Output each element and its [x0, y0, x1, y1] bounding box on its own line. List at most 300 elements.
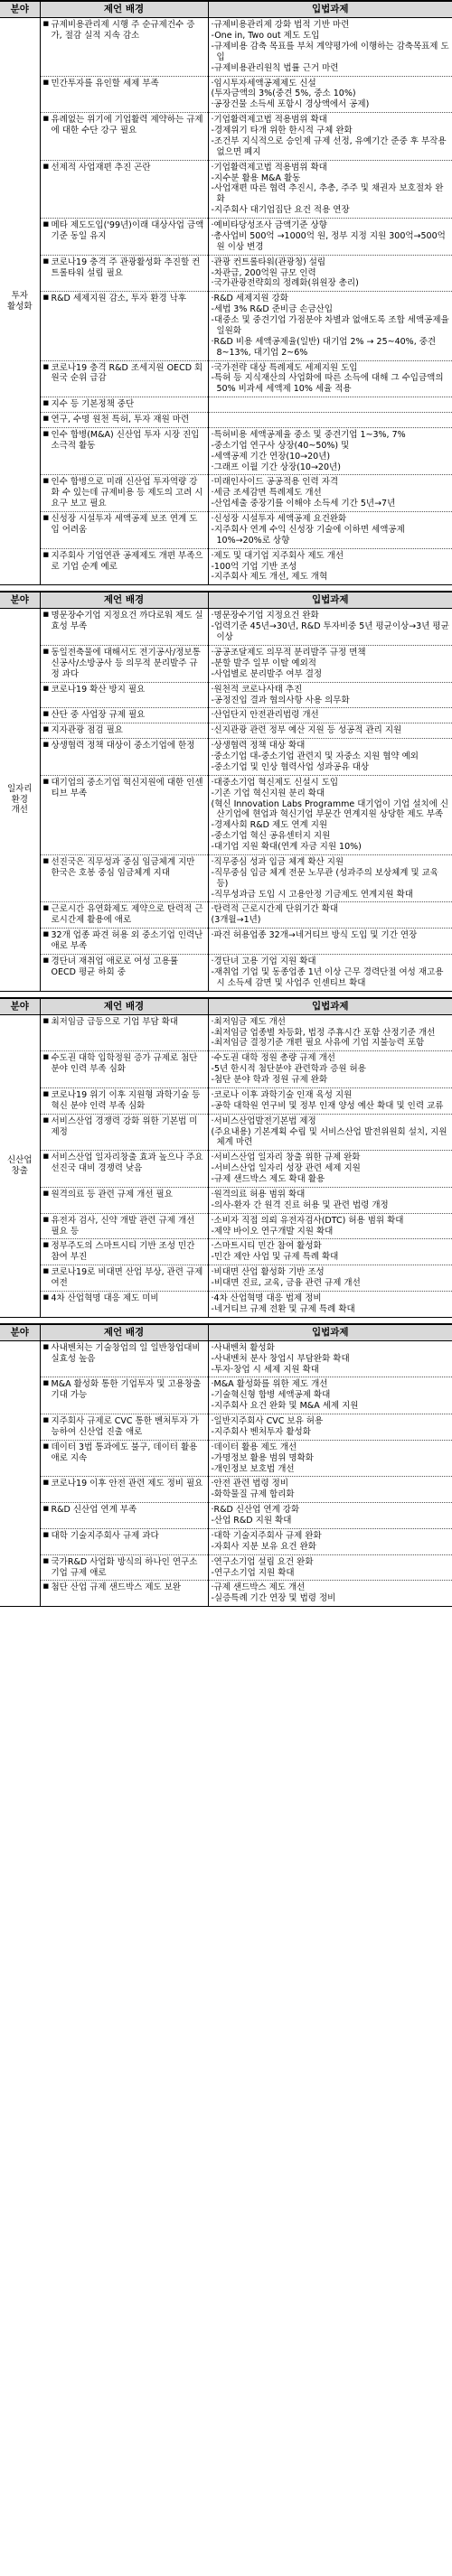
task-cell	[208, 1187, 452, 1213]
task-line: -서비스산업 일자리 성장 관련 세제 지원	[211, 1163, 361, 1174]
column-header: 입법과제	[208, 998, 452, 1015]
background-text: ■ 인수 합병(M&A) 신산업 투자 시장 진입 소극적 활동	[43, 430, 205, 452]
background-cell	[40, 397, 208, 413]
background-text: ■ 근로시간 유연화제도 제약으로 탄력적 근로시간제 활용에 애로	[43, 904, 205, 926]
task-line: -민간 제안 사업 및 규제 특례 확대	[211, 1252, 339, 1263]
task-line: -규제비용관리원칙 법률 근거 마련	[211, 62, 339, 73]
background-cell	[40, 1503, 208, 1529]
column-header: 제언 배경	[40, 1, 208, 18]
task-line: ·공공조달제도 의무적 분리발주 규정 면책	[211, 648, 366, 658]
task-line: ·데이터 활용 제도 개선	[211, 1442, 297, 1452]
background-text: ■ 첨단 산업 규제 샌드박스 제도 보완	[43, 1582, 205, 1593]
task-line: -업력기준 45년→30년, R&D 투자비중 5년 평균이상→3년 평균이상	[211, 621, 449, 643]
background-cell	[40, 360, 208, 397]
task-line: -5년 한시적 첨단분야 관련학과 증원 허용	[211, 1064, 366, 1075]
task-cell	[208, 954, 452, 991]
task-cell	[208, 1503, 452, 1529]
table-row	[0, 1014, 452, 1051]
task-line: ·비대면 산업 활성화 기반 조성	[211, 1267, 325, 1278]
task-line: -경제사회 R&D 제도 연계 지원	[211, 820, 328, 831]
background-cell	[40, 609, 208, 646]
table-row	[0, 1239, 452, 1265]
table-header-row	[0, 1324, 452, 1341]
background-text: ■ 정부주도의 스마트시티 기반 조성 민간 참여 부진	[43, 1241, 205, 1263]
background-cell	[40, 1377, 208, 1414]
column-header: 분야	[0, 1324, 40, 1341]
table-row	[0, 18, 452, 76]
task-cell	[208, 160, 452, 218]
task-line: ·중소기업 대-중소기업 관련지 및 자중소 지원 협약 예외	[211, 751, 419, 761]
task-line: ·코로나 이후 과학기술 인재 육성 지원	[211, 1089, 353, 1100]
table-row	[0, 1440, 452, 1477]
task-line: ·안전 관련 법령 정비	[211, 1479, 288, 1489]
background-text: ■ 코로나19로 비대면 산업 부상, 관련 규제 여전	[43, 1267, 205, 1289]
background-cell	[40, 113, 208, 161]
table-row	[0, 1213, 452, 1239]
task-cell	[208, 1291, 452, 1317]
background-text: ■ 코로나19 충격 R&D 조세지원 OECD 회원국 순위 급감	[43, 363, 205, 385]
background-cell	[40, 682, 208, 708]
background-text: ■ 경단녀 재취업 애로로 여성 고용률 OECD 평균 하회 중	[43, 957, 205, 978]
task-cell	[208, 739, 452, 776]
task-line: ·탄력적 근로시간제 단위기간 확대	[211, 904, 339, 915]
table-header-row	[0, 1, 452, 18]
background-text: ■ 메타 제도도입('99년)이래 대상사업 금액기준 동일 유지	[43, 220, 205, 242]
task-line: ·최저임금 제도 개선	[211, 1016, 286, 1027]
background-cell	[40, 1087, 208, 1114]
background-cell	[40, 1581, 208, 1607]
task-line: -특허 등 지식재산의 사업화에 따른 소득에 대해 그 수입금액의 50% 비과세 세액제 10% 세율 적용	[211, 373, 444, 395]
task-cell	[208, 427, 452, 475]
background-cell	[40, 475, 208, 512]
table-row	[0, 360, 452, 397]
table-row	[0, 929, 452, 955]
background-text: ■ R&D 신산업 연계 부족	[43, 1505, 205, 1516]
background-cell	[40, 427, 208, 475]
task-cell	[208, 255, 452, 292]
table-row	[0, 609, 452, 646]
policy-table	[0, 0, 452, 585]
background-text: ■ 민간투자를 유인할 세제 부족	[43, 79, 205, 89]
background-cell	[40, 76, 208, 113]
table-row	[0, 1477, 452, 1503]
task-line: ·규제 샌드박스 제도 개선	[211, 1582, 306, 1593]
background-text: ■ 산단 중 사업장 규제 필요	[43, 710, 205, 721]
task-line: -공학 대학원 연구비 및 정부 인재 양성 예산 확대 및 인력 교류	[211, 1100, 444, 1111]
table-header-row	[0, 998, 452, 1015]
task-line: ·신지관광 관련 정부 예산 지원 등 성공적 관리 지원	[211, 725, 402, 736]
table-row	[0, 427, 452, 475]
task-line: -세액공제 기간 연장(10→20년)	[211, 451, 331, 462]
table-row	[0, 292, 452, 360]
column-header: 제언 배경	[40, 998, 208, 1015]
background-cell	[40, 854, 208, 902]
task-cell	[208, 1239, 452, 1265]
task-cell	[208, 1087, 452, 1114]
task-line: -직무중심 입금 체계 전문 노무관 (성과주의 보상체계 및 교육 등)	[211, 867, 439, 889]
background-text: ■ 동일전축물에 대해서도 전기공사/정보통신공사/소방공사 등 의무적 분리발주 규정 과다	[43, 648, 205, 680]
task-line: ·4차 산업혁명 대응 법제 정비	[211, 1293, 322, 1303]
task-line: ·국가전략 대상 특례제도 세제지원 도입	[211, 362, 358, 373]
table-row	[0, 1291, 452, 1317]
task-line: ·신성장 시설투자 세액공제 요건완화	[211, 514, 347, 524]
task-line: ·파견 허용업종 32개→네거티브 방식 도입 및 기간 연장	[211, 930, 418, 941]
background-cell	[40, 1340, 208, 1377]
task-line: ·공장건물 소득세 포함시 경상액에서 공제)	[211, 99, 370, 110]
task-line: (투자금액의 3%(중견 5%, 중소 10%)	[211, 89, 356, 99]
task-line: ·사내벤처 활성화	[211, 1342, 275, 1353]
task-line: -직무성과급 도입 시 고용안정 기금제도 연계지원 확대	[211, 889, 413, 900]
background-text: ■ 명문장수기업 지정요건 까다로워 제도 실효성 부족	[43, 611, 205, 632]
background-cell	[40, 1528, 208, 1554]
task-cell	[208, 902, 452, 929]
task-line: ·예비타당성조사 금액기준 상향	[211, 220, 327, 230]
task-line: ·상생협력 정책 대상 확대	[211, 741, 306, 751]
table-row	[0, 1554, 452, 1581]
background-text: ■ 지수 등 기본정책 중단	[43, 399, 205, 410]
task-line: ·소비자 직접 의뢰 유전자검사(DTC) 허용 범위 확대	[211, 1215, 404, 1226]
table-row	[0, 1503, 452, 1529]
task-cell	[208, 1014, 452, 1051]
background-text: ■ 서비스산업 경쟁력 강화 위한 기본법 미제정	[43, 1116, 205, 1138]
task-line: ·미래인사이드 공공적용 인력 자격	[211, 477, 339, 488]
background-cell	[40, 1554, 208, 1581]
background-cell	[40, 1187, 208, 1213]
task-line: ·산업단지 안전관리법령 개선	[211, 710, 319, 721]
task-cell	[208, 1265, 452, 1292]
task-line: -대기업 지원 확대(연계 자금 지원 10%)	[211, 842, 362, 852]
table-row	[0, 1528, 452, 1554]
policy-table	[0, 591, 452, 991]
background-text: ■ 코로나19 충격 주 관광활성화 추진할 컨트롤타워 설립 필요	[43, 257, 205, 279]
background-text: ■ 인수 합병으로 미래 신산업 투자역량 강화 수 있는데 규제비용 등 제도의 고려 시 요구 보고 필요	[43, 477, 205, 509]
task-line: ·R&D 세제지원 강화	[211, 294, 288, 304]
background-cell	[40, 413, 208, 428]
task-cell	[208, 219, 452, 256]
background-cell	[40, 1213, 208, 1239]
task-cell	[208, 1340, 452, 1377]
background-text: ■ 국가R&D 사업화 방식의 하나인 연구소 기업 규제 애로	[43, 1557, 205, 1579]
task-line: -규제 샌드박스 제도 확대 활용	[211, 1174, 325, 1184]
background-text: ■ 선제적 사업재편 추진 곤란	[43, 163, 205, 173]
task-line: -지수분 활용 M&A 활동	[211, 173, 301, 183]
background-cell	[40, 255, 208, 292]
task-cell	[208, 1477, 452, 1503]
task-line: ·규제비용관리제 강화 법적 기반 마련	[211, 20, 350, 31]
background-text: ■ 원격의료 등 관련 규제 개선 필요	[43, 1190, 205, 1200]
background-cell	[40, 775, 208, 854]
background-text: ■ 신성장 시설투자 세액공제 보조 연계 도입 어려움	[43, 514, 205, 536]
task-line: ·스마트시티 민간 참여 활성화	[211, 1241, 322, 1252]
task-line: ·R&D 비용 세액공제율(일반) 대기업 2% → 25~40%, 중견 8~13%, 대기업 2~6%	[211, 336, 437, 358]
task-line: ·그래프 이월 기간 상장(10→20년)	[211, 462, 341, 472]
task-line: ·원천적 코로나사태 추진	[211, 684, 303, 695]
task-cell	[208, 1051, 452, 1088]
background-cell	[40, 739, 208, 776]
table-row	[0, 902, 452, 929]
background-cell	[40, 1151, 208, 1188]
task-cell	[208, 682, 452, 708]
task-line: ·일반지주회사 CVC 보유 허용	[211, 1416, 324, 1426]
table-row	[0, 219, 452, 256]
task-cell	[208, 1581, 452, 1607]
table-row	[0, 708, 452, 723]
task-line: ·M&A 활성화를 위한 제도 개선	[211, 1379, 328, 1390]
task-line: ·제도 및 대기업 지주회사 제도 개선	[211, 550, 344, 561]
background-cell	[40, 160, 208, 218]
background-text: ■ 서비스산업 일자리창출 효과 높으나 주요 선진국 대비 경쟁력 낮음	[43, 1153, 205, 1174]
task-line: -차관급, 200억원 규모 인력	[211, 267, 316, 278]
task-line: -지주회사 벤처투자 활성화	[211, 1426, 311, 1437]
category-cell: 신산업 창출	[0, 1014, 40, 1317]
task-cell	[208, 397, 452, 413]
column-header: 입법과제	[208, 1, 452, 18]
task-line: -첨단 분야 학과 정원 규제 완화	[211, 1075, 328, 1085]
table-row	[0, 723, 452, 739]
background-cell	[40, 1239, 208, 1265]
background-cell	[40, 708, 208, 723]
background-cell	[40, 1265, 208, 1292]
task-line: ·기업활력제고법 적용범위 확대	[211, 115, 327, 126]
background-text: ■ 상생협력 정책 대상이 중소기업에 한정	[43, 741, 205, 751]
task-line: -지주회사 연계 수익 신성장 기술에 이하면 세액공제 10%→20%로 상향	[211, 524, 405, 546]
task-cell	[208, 1114, 452, 1151]
table-row	[0, 1187, 452, 1213]
background-cell	[40, 1477, 208, 1503]
task-cell	[208, 76, 452, 113]
task-line: -경제위기 타개 위한 한시적 구체 완화	[211, 126, 353, 135]
task-cell	[208, 360, 452, 397]
task-line: -중소기업 연구사 상장(40~50%) 및	[211, 440, 350, 451]
task-line: -네거티브 규제 전환 및 규제 특례 확대	[211, 1303, 355, 1314]
background-cell	[40, 512, 208, 549]
task-cell	[208, 1213, 452, 1239]
task-line: (주요내용) 기본계획 수립 및 서비스산업 발전위원회 설치, 지원 체계 마련	[211, 1126, 447, 1148]
task-line: -대중소 및 중견기업 가점분야 차별과 없애도록 조합 세액공제율 일원화	[211, 315, 449, 336]
column-header: 분야	[0, 592, 40, 609]
table-row	[0, 1340, 452, 1377]
background-text: ■ R&D 세제지원 감소, 투자 환경 낙후	[43, 294, 205, 304]
column-header: 제언 배경	[40, 1324, 208, 1341]
task-line: -분할 발주 일부 이탈 예외적	[211, 658, 316, 668]
task-line: ·서비스산업 일자리 창출 위한 규제 완화	[211, 1153, 361, 1163]
task-line: -지주회사 대기업집단 요건 적용 연장	[211, 205, 350, 216]
background-cell	[40, 1414, 208, 1441]
task-cell	[208, 1440, 452, 1477]
background-text: ■ 32개 업종 파견 허용 외 중소기업 인력난 애로 부족	[43, 930, 205, 952]
policy-table	[0, 1323, 452, 1608]
background-cell	[40, 1051, 208, 1088]
table-row	[0, 160, 452, 218]
task-line: ·서비스산업발전기본법 제정	[211, 1115, 316, 1126]
table-row	[0, 1051, 452, 1088]
column-header: 분야	[0, 998, 40, 1015]
task-line: ·관광 컨트롤타워(관광청) 설립	[211, 257, 326, 267]
background-text: ■ 지주회사 기업연관 공제제도 개편 부족으로 기업 순계 예로	[43, 551, 205, 573]
task-cell	[208, 854, 452, 902]
background-cell	[40, 1440, 208, 1477]
background-text: ■ 사내벤처는 기술창업의 일 일반창업대비 실효성 높음	[43, 1343, 205, 1365]
task-cell	[208, 292, 452, 360]
background-cell	[40, 1114, 208, 1151]
background-cell	[40, 292, 208, 360]
background-text: ■ 유전자 검사, 신약 개발 관련 규제 개선 필요 등	[43, 1216, 205, 1237]
task-line: -규제비용 감축 목표를 부처 계약평가에 이행하는 감축목표제 도입	[211, 41, 449, 62]
task-line: -투자·창업 시 세제 지원 확대	[211, 1364, 319, 1375]
table-row	[0, 682, 452, 708]
task-cell	[208, 1377, 452, 1414]
task-cell	[208, 475, 452, 512]
table-row	[0, 512, 452, 549]
category-cell: 일자리 환경 개선	[0, 609, 40, 991]
task-line: ·경단녀 고용 기업 지원 확대	[211, 956, 316, 966]
task-line: -실증특례 기간 연장 및 법령 정비	[211, 1593, 336, 1604]
task-line: -최저임금 업종별 차등화, 법정 주휴시간 포함 산정기준 개선	[211, 1027, 436, 1038]
task-line: -기존 기업 혁신지원 분리 확대	[211, 788, 325, 798]
task-cell	[208, 929, 452, 955]
table-row	[0, 113, 452, 161]
background-text: ■ 지주회사 규제로 CVC 통한 벤처투자 가능하여 신산업 진출 애로	[43, 1416, 205, 1438]
task-line: -중소기업 혁신 공유센터지 지원	[211, 831, 331, 842]
task-cell	[208, 1414, 452, 1441]
table-row	[0, 76, 452, 113]
task-line: ·대중소기업 혁신제도 신설시 도입	[211, 777, 339, 788]
policy-table	[0, 997, 452, 1318]
task-line: -One in, Two out 제도 도입	[211, 31, 320, 41]
background-text: ■ 수도권 대학 입학정원 증가 규제로 첨단 분야 인력 부족 심화	[43, 1053, 205, 1075]
task-cell	[208, 708, 452, 723]
task-line: -의사-환자 간 원격 진료 허용 및 관련 법령 개정	[211, 1199, 389, 1210]
task-line: -중소기업 및 인상 협력사업 성과공유 대상	[211, 761, 370, 772]
task-line: ·수도권 대학 정원 총량 규제 개선	[211, 1053, 335, 1064]
task-cell	[208, 512, 452, 549]
task-cell	[208, 1151, 452, 1188]
task-line: ·원격의료 허용 범위 확대	[211, 1189, 306, 1199]
background-text: ■ 지자관광 점검 필요	[43, 725, 205, 736]
task-line: -가명정보 활용 범위 명확화	[211, 1452, 314, 1463]
table-row	[0, 1087, 452, 1114]
category-cell	[0, 1340, 40, 1606]
table-row	[0, 1581, 452, 1607]
task-line: -지주회사 요건 완화 및 M&A 세제 지원	[211, 1401, 359, 1412]
background-cell	[40, 548, 208, 585]
table-row	[0, 548, 452, 585]
task-line: -사업별로 분리발주 여부 결정	[211, 668, 323, 679]
table-row	[0, 1414, 452, 1441]
background-cell	[40, 723, 208, 739]
background-text: ■ 4차 산업혁명 대응 제도 미비	[43, 1293, 205, 1304]
task-line: -산업세출 중장기를 이해야 소득세 기간 5년→7년	[211, 499, 396, 509]
column-header: 제언 배경	[40, 592, 208, 609]
table-row	[0, 646, 452, 683]
task-line: ·대학 기술지주회사 규제 완화	[211, 1530, 322, 1541]
task-line: ·총사업비 500억 →1000억 원, 정부 지정 지원 300억→500억 원 이상 변경	[211, 230, 446, 252]
task-line: -재취업 기업 및 동종업종 1년 이상 근무 경력단절 여성 재고용 시 소득세 감면 및 사업주 인센티브 확대	[211, 966, 444, 988]
background-cell	[40, 1291, 208, 1317]
table-header-row	[0, 592, 452, 609]
table-row	[0, 1151, 452, 1188]
task-cell	[208, 548, 452, 585]
table-row	[0, 1377, 452, 1414]
background-text: ■ 코로나19 확산 방지 필요	[43, 685, 205, 695]
background-text: ■ 규제비용관리제 시행 주 순규제건수 증가, 절감 실적 지속 감소	[43, 20, 205, 42]
task-line: ·세금 조세감면 특례제도 개선	[211, 488, 322, 499]
table-row	[0, 397, 452, 413]
task-line: -공정진입 결과 협의사항 사용 의무화	[211, 695, 350, 705]
task-line: ·명문장수기업 지정요건 완화	[211, 611, 319, 621]
task-cell	[208, 113, 452, 161]
background-cell	[40, 1014, 208, 1051]
task-line: ·임시투자세액공제제도 신설	[211, 78, 316, 89]
task-line: -최저임금 결정기준 개편 필요 사유에 기업 지불능력 포함	[211, 1038, 425, 1049]
background-cell	[40, 219, 208, 256]
table-row	[0, 475, 452, 512]
task-line: ·연구소기업 설립 요건 완화	[211, 1556, 314, 1567]
background-cell	[40, 902, 208, 929]
task-line: -연구소기업 지원 확대	[211, 1567, 295, 1578]
task-cell	[208, 609, 452, 646]
task-line: -산업 R&D 지원 확대	[211, 1516, 292, 1526]
table-row	[0, 413, 452, 428]
background-cell	[40, 646, 208, 683]
task-line: -화학물질 규제 합리화	[211, 1489, 295, 1500]
background-text: ■ 대학 기술지주회사 규제 과다	[43, 1531, 205, 1542]
task-cell	[208, 646, 452, 683]
table-row	[0, 954, 452, 991]
table-row	[0, 775, 452, 854]
task-line: -사업재편 따른 협력 추진시, 추총, 주주 및 채권자 보호절차 완화	[211, 183, 444, 205]
table-row	[0, 1114, 452, 1151]
background-text: ■ 연구, 수명 원천 특허, 투자 재원 마련	[43, 415, 205, 425]
background-text: ■ 데이터 3법 통과에도 불구, 데이터 활용 애로 지속	[43, 1442, 205, 1464]
task-line: -세법 3% R&D 준비금 손금산입	[211, 304, 333, 315]
task-line: ·국가관광전략회의 정례화(위원장 총리)	[211, 278, 359, 289]
task-line: -개인정보 보호법 개선	[211, 1463, 295, 1474]
background-cell	[40, 18, 208, 76]
task-line: -기술혁신형 합병 세액공제 확대	[211, 1390, 331, 1401]
background-text: ■ 유례없는 위기에 기업활력 제약하는 규제에 대한 수단 강구 필요	[43, 115, 205, 136]
table-row	[0, 854, 452, 902]
task-line: -비대면 진료, 교육, 금융 관련 규제 개선	[211, 1278, 361, 1288]
background-text: ■ 코로나19 위기 이후 지원형 과학기술 등 혁신 분야 인력 부족 심화	[43, 1090, 205, 1112]
column-header: 입법과제	[208, 1324, 452, 1341]
task-line: -지주회사 제도 개선, 제도 개혁	[211, 572, 328, 583]
column-header: 입법과제	[208, 592, 452, 609]
task-line: (3개월→1년)	[211, 915, 261, 926]
task-line: (혁신 Innovation Labs Programme 대기업이 기업 설치에 신산기업에 현업과 혁신기업 부문간 연계지원 상당한 제도 부족	[211, 798, 449, 820]
table-row	[0, 739, 452, 776]
background-text: ■ 코로나19 이후 안전 관련 제도 정비 필요	[43, 1479, 205, 1489]
task-cell	[208, 1554, 452, 1581]
task-line: -100억 기업 기반 조성	[211, 561, 297, 572]
table-row	[0, 1265, 452, 1292]
background-cell	[40, 954, 208, 991]
background-text: ■ 대기업의 중소기업 혁신지원에 대한 인센티브 부족	[43, 778, 205, 799]
task-line: ·R&D 신산업 연계 강화	[211, 1505, 300, 1516]
task-line: ·기업활력제고법 적용범위 확대	[211, 162, 327, 173]
table-row	[0, 255, 452, 292]
task-line: ·직무중심 성과 입금 체계 확산 지원	[211, 856, 344, 867]
task-cell	[208, 723, 452, 739]
background-cell	[40, 929, 208, 955]
task-cell	[208, 18, 452, 76]
task-line: -조건부 지식적으로 승인제 규제 선정, 유예기간 준중 후 부작용 없으면 폐지	[211, 135, 447, 157]
task-cell	[208, 413, 452, 428]
task-line: -자회사 지분 보유 요건 완화	[211, 1541, 316, 1552]
category-cell: 투자 활성화	[0, 18, 40, 585]
task-line: ·특허비용 세액공제율 중소 및 중견기업 1~3%, 7%	[211, 429, 406, 440]
task-cell	[208, 775, 452, 854]
